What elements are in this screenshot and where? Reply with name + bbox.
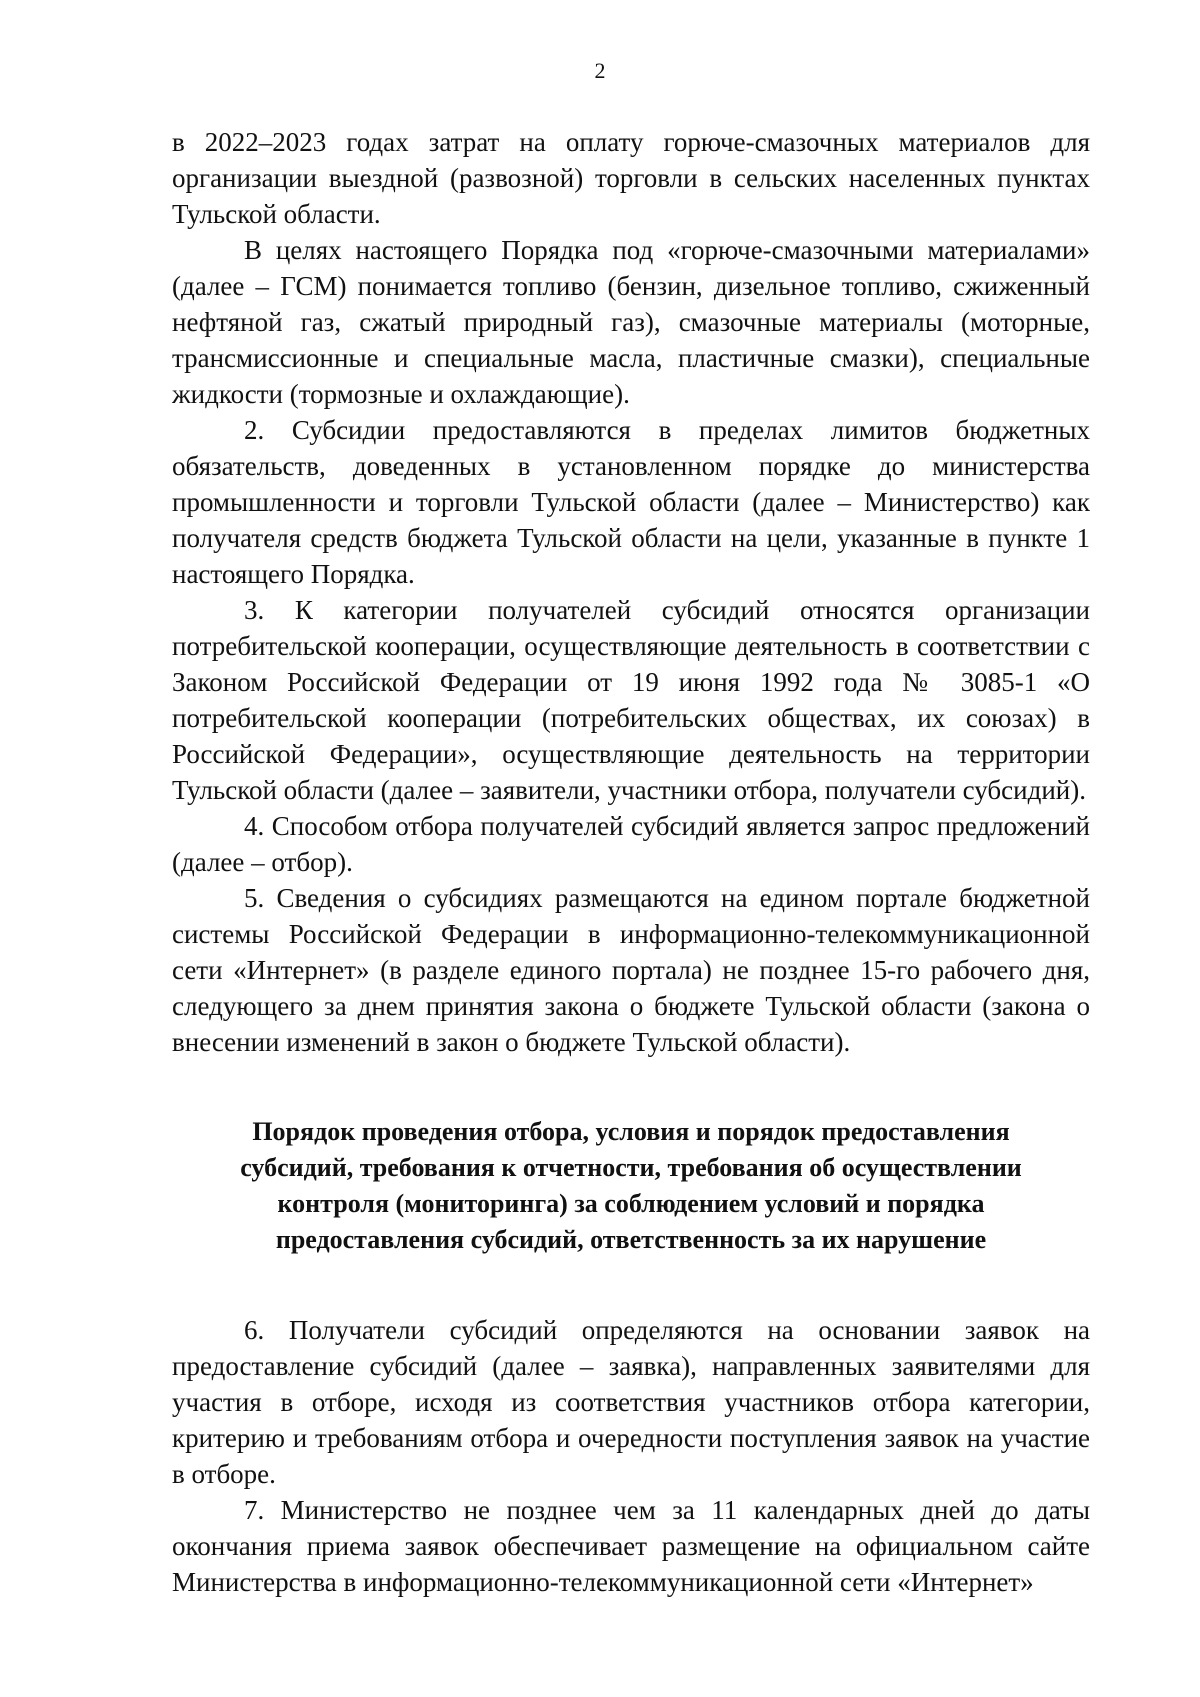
paragraph-item-6: 6. Получатели субсидий определяются на основании заявок на предоставление субсидий (далее – заявка), направленных заявителями для участия в отборе, исходя из соответствия участников отбора категории, критерию и требованиям отбора и очередности поступления заявок на участие в отборе. bbox=[172, 1315, 1090, 1489]
section-heading: Порядок проведения отбора, условия и порядок предоставления субсидий, требования к отчетности, требования об осуществлении контроля (мониторинга) за соблюдением условий и порядка предоставления субсидий, ответственность за их нарушение bbox=[240, 1117, 1022, 1254]
page-number: 2 bbox=[594, 58, 606, 83]
document-body bbox=[172, 124, 1090, 1600]
paragraph-continuation: в 2022–2023 годах затрат на оплату горюче-смазочных материалов для организации выездной (развозной) торговли в сельских населенных пунктах Тульской области. bbox=[172, 127, 1090, 229]
paragraph-gsm-definition: В целях настоящего Порядка под «горюче-смазочными материалами» (далее – ГСМ) понимается топливо (бензин, дизельное топливо, сжиженный нефтяной газ, сжатый природный газ), смазочные материалы (моторные, трансмиссионные и специальные масла, пластичные смазки), специальные жидкости (тормозные и охлаждающие). bbox=[172, 235, 1090, 409]
paragraph-item-7: 7. Министерство не позднее чем за 11 календарных дней до даты окончания приема заявок обеспечивает размещение на официальном сайте Министерства в информационно-телекоммуникационной сети «Интернет» bbox=[172, 1495, 1090, 1597]
paragraph-item-3: 3. К категории получателей субсидий относятся организации потребительской кооперации, осуществляющие деятельность в соответствии с Законом Российской Федерации от 19 июня 1992 года № 3085-1 «О потребительской кооперации (потребительских обществах, их союзах) в Российской Федерации», осуществляющие деятельность на территории Тульской области (далее – заявители, участники отбора, получатели субсидий). bbox=[172, 595, 1090, 805]
paragraph-item-2: 2. Субсидии предоставляются в пределах лимитов бюджетных обязательств, доведенных в установленном порядке до министерства промышленности и торговли Тульской области (далее – Министерство) как получателя средств бюджета Тульской области на цели, указанные в пункте 1 настоящего Порядка. bbox=[172, 415, 1090, 589]
paragraph-item-4: 4. Способом отбора получателей субсидий является запрос предложений (далее – отбор). bbox=[172, 811, 1090, 877]
paragraph-item-5: 5. Сведения о субсидиях размещаются на едином портале бюджетной системы Российской Федерации в информационно-телекоммуникационной сети «Интернет» (в разделе единого портала) не позднее 15-го рабочего дня, следующего за днем принятия закона о бюджете Тульской области (закона о внесении изменений в закон о бюджете Тульской области). bbox=[172, 883, 1090, 1057]
